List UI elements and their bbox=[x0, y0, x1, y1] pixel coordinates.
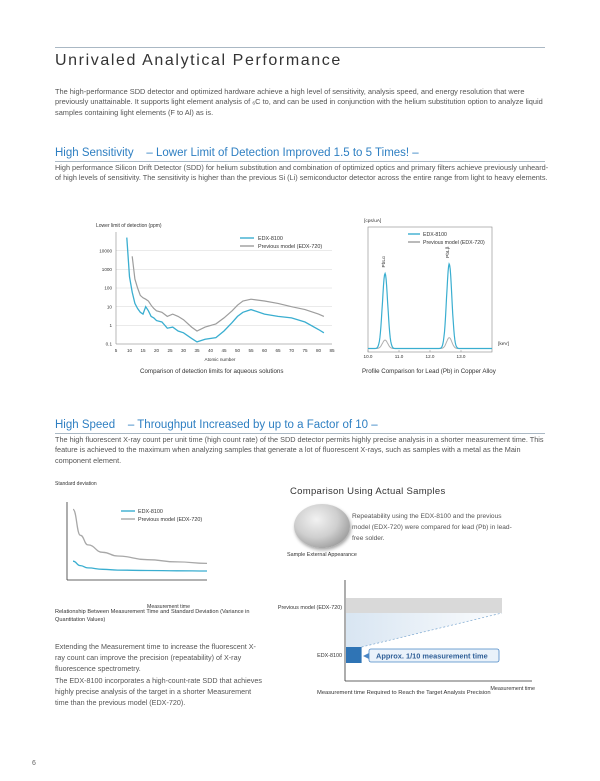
c2-x-tick-label: 10.0 bbox=[363, 354, 373, 359]
c1-y-tick-label: 10000 bbox=[99, 248, 112, 254]
page-title: Unrivaled Analytical Performance bbox=[55, 52, 342, 69]
detection-limit-chart bbox=[88, 220, 350, 370]
intro-paragraph: The high-performance SDD detector and optimized hardware achieve a high level of sensitivity, analysis speed, and energy resolution that were previously unattainable. It supports light element analysis of ₆C to, and can be used in conjunction with the helium substitution option to analyze liquid samples containing light elements (F to Al) as is. bbox=[55, 87, 543, 117]
c2-series-edx8100 bbox=[368, 264, 492, 349]
c1-x-tick-label: 85 bbox=[329, 348, 335, 353]
c4-label-previous: Previous model (EDX-720) bbox=[277, 605, 342, 611]
c1-ylabel: Lower limit of detection (ppm) bbox=[96, 223, 162, 229]
c2-annotation-pbla: PbLα bbox=[382, 256, 388, 268]
c3-xlabel: Measurement time bbox=[147, 604, 190, 610]
c1-legend-previous: Previous model (EDX-720) bbox=[258, 244, 323, 250]
c1-x-tick-label: 50 bbox=[234, 348, 241, 353]
c3-ylabel: Standard deviation bbox=[55, 481, 97, 487]
c1-caption: Comparison of detection limits for aqueous solutions bbox=[140, 368, 284, 375]
c3-caption: Relationship Between Measurement Time and Standard Deviation (Variance in Quantitation Values) bbox=[55, 609, 250, 623]
sensitivity-heading bbox=[55, 147, 419, 159]
c1-x-tick-label: 10 bbox=[126, 348, 133, 353]
c1-x-tick-label: 25 bbox=[167, 348, 173, 353]
speed-title: High Speed bbox=[55, 419, 116, 431]
sensitivity-subtitle: – Lower Limit of Detection Improved 1.5 to 5 Times! – bbox=[146, 147, 419, 159]
c1-x-tick-label: 70 bbox=[288, 348, 295, 353]
speed-body-2: The EDX-8100 incorporates a high-count-rate SDD that achieves highly precise analysis of the target in a shorter Measurement time than the previous model (EDX-720). bbox=[55, 676, 262, 708]
c1-y-ticks bbox=[99, 248, 112, 346]
c1-y-tick-label: 1000 bbox=[101, 266, 112, 272]
title-rule bbox=[55, 47, 545, 48]
sample-caption: Sample External Appearance bbox=[287, 552, 357, 558]
c1-x-tick-label: 60 bbox=[261, 348, 268, 353]
lead-profile-chart bbox=[362, 214, 532, 372]
c1-x-tick-label: 15 bbox=[140, 348, 146, 353]
measurement-time-chart bbox=[272, 576, 550, 702]
c4-xlabel: Measurement time bbox=[490, 686, 535, 692]
sensitivity-rule bbox=[55, 161, 545, 162]
c1-series-previous bbox=[132, 256, 324, 331]
c3-legend-edx8100: EDX-8100 bbox=[138, 509, 163, 515]
c2-ylabel: [cps/uA] bbox=[364, 219, 382, 224]
c1-y-tick-label: 1 bbox=[109, 322, 112, 328]
c2-series-previous bbox=[368, 338, 492, 349]
speed-body-1: Extending the Measurement time to increase the fluorescent X-ray count can improve the precision (repeatability) of X-ray fluorescence spectrometry. bbox=[55, 642, 256, 674]
c2-annotation-pblb: PbLβ bbox=[446, 246, 452, 258]
c2-x-tick-label: 12.0 bbox=[425, 354, 435, 359]
c4-bar-previous bbox=[346, 598, 502, 613]
comparison-text: Repeatability using the EDX-8100 and the previous model (EDX-720) were compared for lead (Pb) in lead-free solder. bbox=[352, 513, 512, 542]
c4-bar-edx8100 bbox=[346, 647, 362, 663]
c2-legend-previous: Previous model (EDX-720) bbox=[423, 240, 485, 246]
c1-x-tick-label: 65 bbox=[275, 348, 281, 353]
sample-photo bbox=[294, 504, 350, 548]
c4-reduction-wedge bbox=[346, 613, 502, 647]
page-number: 6 bbox=[32, 760, 36, 767]
c1-legend-edx8100: EDX-8100 bbox=[258, 236, 283, 242]
c1-x-tick-label: 75 bbox=[302, 348, 308, 353]
c4-label-edx8100: EDX-8100 bbox=[317, 653, 342, 659]
c1-y-tick-label: 100 bbox=[104, 285, 112, 291]
sensitivity-paragraph: High performance Silicon Drift Detector (SDD) for helium substitution and combination of optimized optics and primary filters achieve previously unheard-of high levels of sensitivity. The sensitivity is higher than the previous Si (Li) semiconductor detector across the entire range from light to heavy elements. bbox=[55, 163, 549, 183]
c4-caption: Measurement time Required to Reach the Target Analysis Precision bbox=[317, 690, 491, 696]
std-deviation-chart bbox=[55, 478, 245, 610]
c1-x-tick-label: 30 bbox=[180, 348, 187, 353]
c1-series-edx8100 bbox=[127, 238, 324, 342]
c1-y-tick-label: 0.1 bbox=[105, 341, 112, 347]
speed-paragraph: The high fluorescent X-ray count per unit time (high count rate) of the SDD detector permits highly precise analysis in a shorter measurement time. This feature is achieved to the maximum when analyzing samples that generate a lot of fluorescent X-rays, such as samples with a metal as the Main component element. bbox=[55, 435, 544, 465]
c4-annotation-pointer bbox=[363, 653, 369, 659]
c1-xlabel: Atomic number bbox=[204, 357, 236, 362]
c1-x-tick-label: 35 bbox=[194, 348, 200, 353]
sensitivity-title: High Sensitivity bbox=[55, 147, 134, 159]
c1-x-tick-label: 45 bbox=[221, 348, 227, 353]
c1-y-tick-label: 10 bbox=[106, 304, 112, 310]
c4-annotation: Approx. 1/10 measurement time bbox=[376, 651, 488, 661]
c2-legend-edx8100: EDX-8100 bbox=[423, 232, 447, 238]
c2-x-tick-label: 13.0 bbox=[456, 354, 466, 359]
c2-x-tick-label: 11.0 bbox=[394, 354, 404, 359]
speed-rule bbox=[55, 433, 545, 434]
speed-subtitle: – Throughput Increased by up to a Factor of 10 – bbox=[127, 419, 378, 431]
comparison-heading: Comparison Using Actual Samples bbox=[290, 486, 446, 497]
c1-x-tick-label: 55 bbox=[248, 348, 254, 353]
c1-x-ticks bbox=[115, 348, 335, 353]
c1-x-tick-label: 20 bbox=[153, 348, 160, 353]
c1-x-tick-label: 40 bbox=[207, 348, 214, 353]
c1-x-tick-label: 5 bbox=[114, 348, 118, 353]
c2-caption: Profile Comparison for Lead (Pb) in Copper Alloy bbox=[362, 368, 496, 375]
c2-x-ticks bbox=[364, 350, 466, 359]
c2-xlabel: [keV] bbox=[498, 342, 509, 347]
c1-x-tick-label: 80 bbox=[315, 348, 322, 353]
c1-gridlines bbox=[116, 251, 332, 344]
speed-heading bbox=[55, 419, 378, 431]
c3-legend-previous: Previous model (EDX-720) bbox=[138, 517, 203, 523]
